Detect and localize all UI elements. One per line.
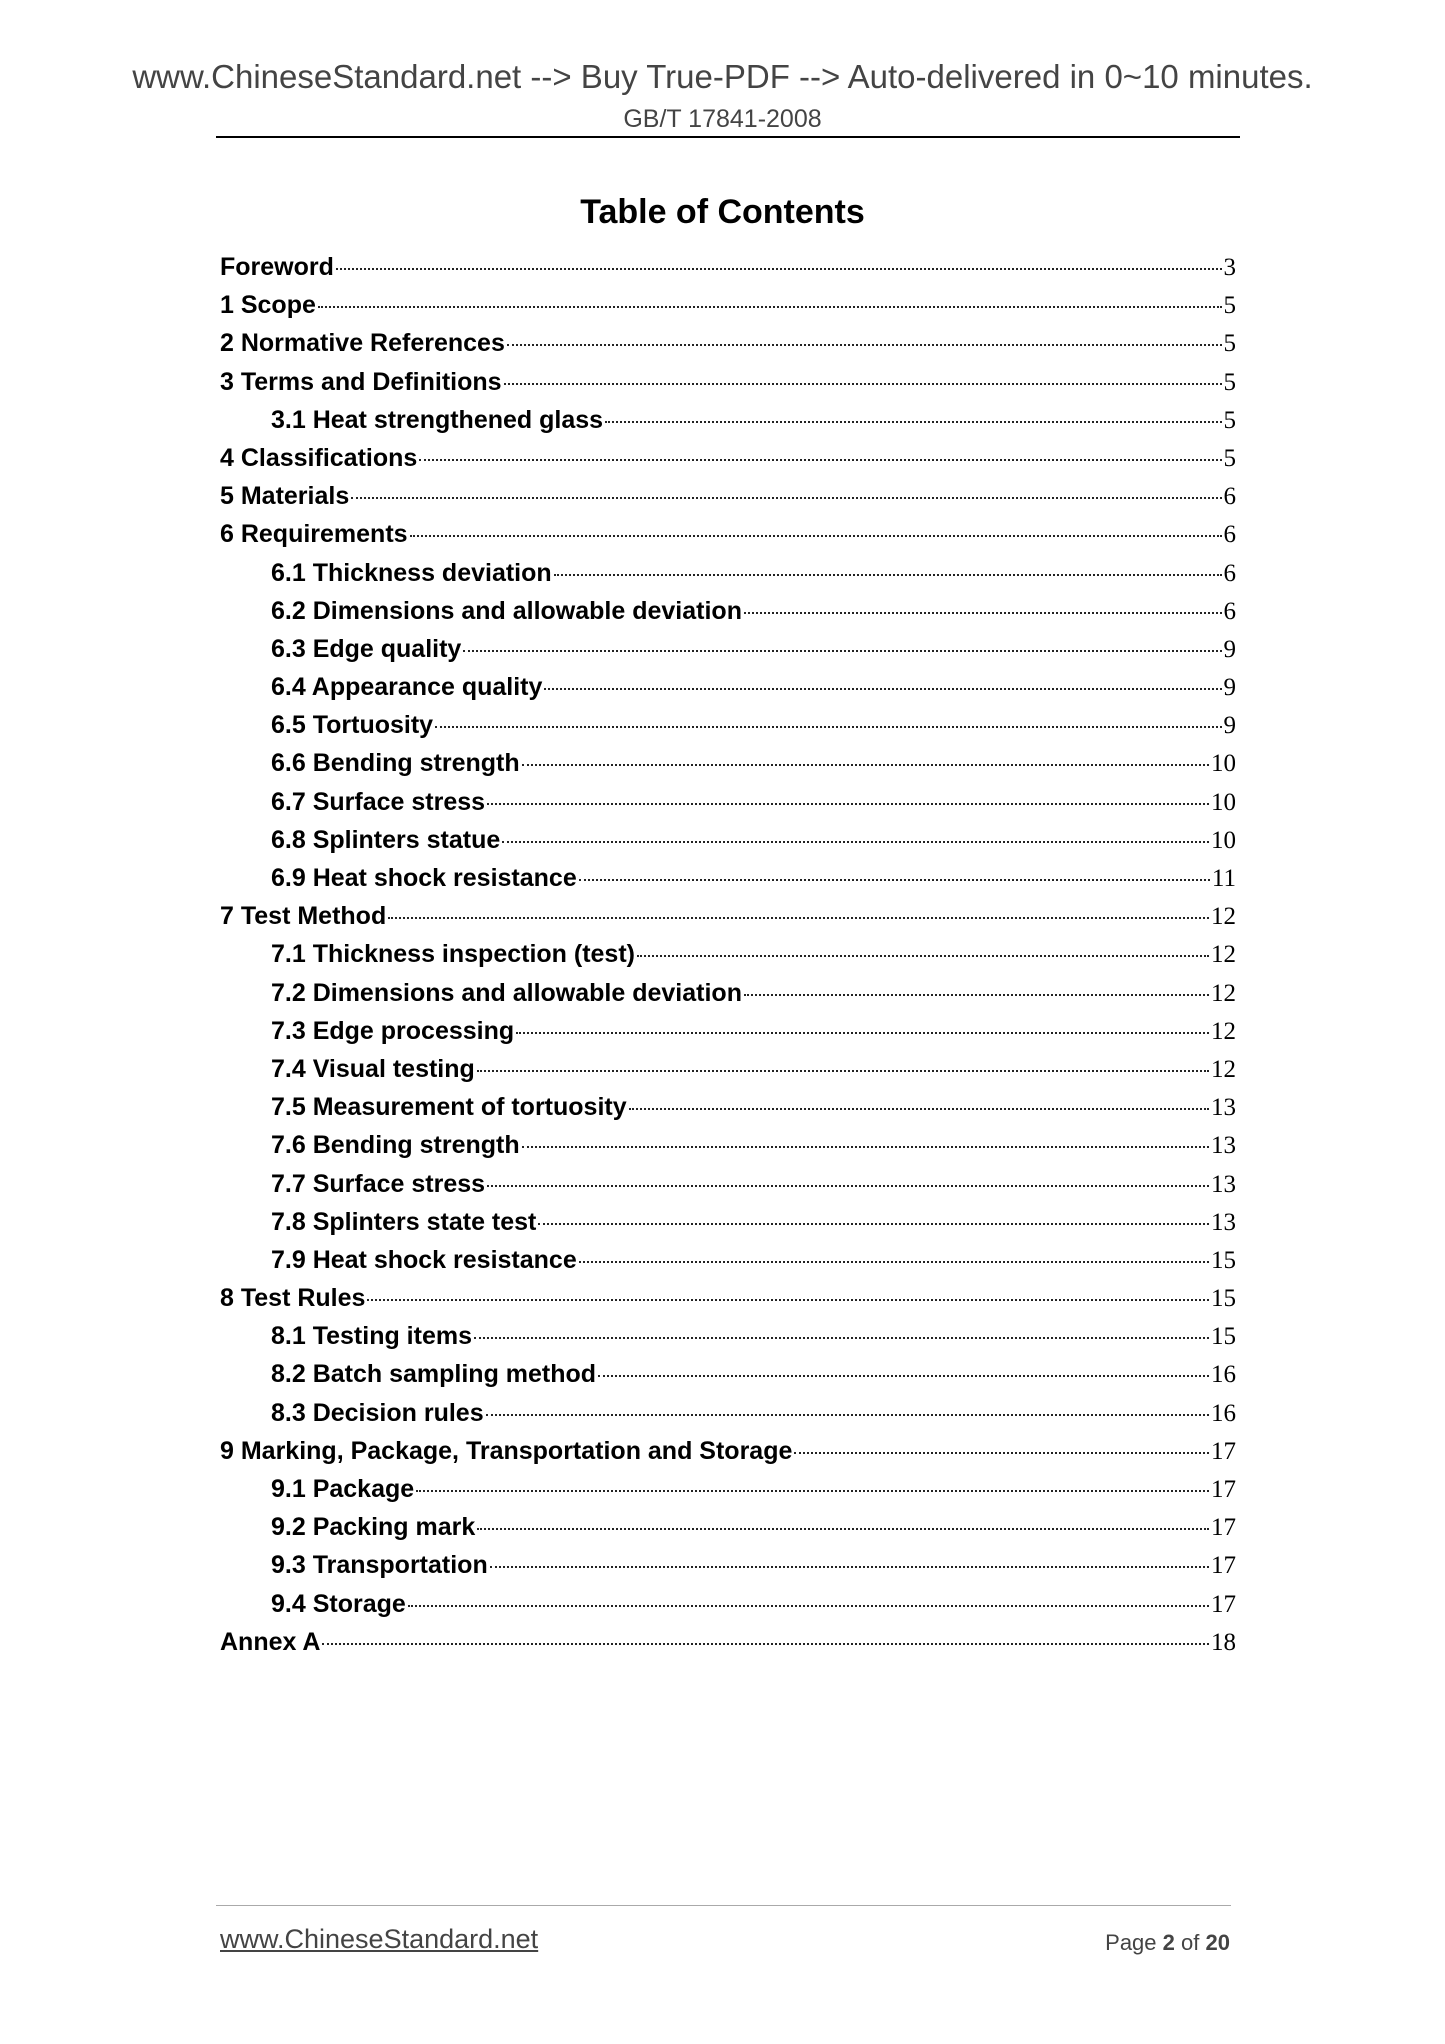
toc-entry[interactable] <box>220 520 1236 558</box>
toc-entry-label: 6.1 Thickness deviation <box>271 558 552 587</box>
toc-entry-page: 9 <box>1223 635 1236 663</box>
toc-entry-page: 5 <box>1223 444 1236 472</box>
document-code: GB/T 17841-2008 <box>623 105 822 133</box>
toc-entry-label: 7.9 Heat shock resistance <box>271 1245 577 1274</box>
header-banner: www.ChineseStandard.net --> Buy True-PDF --> Auto-delivered in 0~10 minutes. <box>132 58 1313 95</box>
toc-entry[interactable] <box>220 1360 1236 1398</box>
toc-entry-page: 17 <box>1211 1437 1236 1465</box>
toc-entry-label: 6.4 Appearance quality <box>271 673 543 702</box>
toc-leader-dots <box>744 994 1209 996</box>
toc-entry-page: 15 <box>1211 1323 1236 1351</box>
toc-leader-dots <box>435 726 1221 728</box>
toc-leader-dots <box>474 1337 1209 1339</box>
toc-entry[interactable] <box>220 673 1236 711</box>
toc-leader-dots <box>579 1261 1209 1263</box>
toc-entry-label: 6 Requirements <box>220 520 408 549</box>
toc-entry[interactable] <box>220 368 1236 406</box>
toc-entry-label: 2 Normative References <box>220 329 505 358</box>
toc-entry-page: 5 <box>1223 330 1236 358</box>
toc-entry[interactable] <box>220 1170 1236 1208</box>
toc-entry-page: 5 <box>1223 292 1236 320</box>
toc-entry-label: 8 Test Rules <box>220 1284 366 1313</box>
toc-leader-dots <box>490 1566 1209 1568</box>
toc-entry[interactable] <box>220 979 1236 1017</box>
toc-entry-page: 18 <box>1211 1628 1236 1656</box>
toc-leader-dots <box>507 344 1222 346</box>
toc-leader-dots <box>351 497 1221 499</box>
toc-entry-label: 7.3 Edge processing <box>271 1016 515 1045</box>
toc-entry[interactable] <box>220 826 1236 864</box>
toc-leader-dots <box>410 535 1222 537</box>
toc-entry-label: 7 Test Method <box>220 902 387 931</box>
toc-leader-dots <box>408 1605 1209 1607</box>
toc-leader-dots <box>322 1643 1209 1645</box>
page-title: Table of Contents <box>580 193 865 231</box>
toc-entry-label: 9 Marking, Package, Transportation and Storage <box>220 1436 793 1465</box>
toc-entry[interactable] <box>220 1093 1236 1131</box>
toc-entry-page: 6 <box>1223 559 1236 587</box>
toc-entry-label: 8.3 Decision rules <box>271 1398 484 1427</box>
toc-entry-label: 7.4 Visual testing <box>271 1054 475 1083</box>
toc-entry-page: 12 <box>1211 1017 1236 1045</box>
toc-entry-label: 3 Terms and Definitions <box>220 367 502 396</box>
toc-entry[interactable] <box>220 1513 1236 1551</box>
toc-entry[interactable] <box>220 1628 1236 1666</box>
toc-leader-dots <box>516 1032 1209 1034</box>
toc-entry[interactable] <box>220 902 1236 940</box>
toc-leader-dots <box>367 1299 1209 1301</box>
toc-entry-label: 9.3 Transportation <box>271 1551 488 1580</box>
toc-entry-label: Foreword <box>220 253 334 281</box>
toc-entry-page: 5 <box>1223 406 1236 434</box>
toc-leader-dots <box>477 1528 1209 1530</box>
toc-entry[interactable] <box>220 1131 1236 1169</box>
toc-entry[interactable] <box>220 1437 1236 1475</box>
toc-entry-label: 7.6 Bending strength <box>271 1131 520 1160</box>
toc-entry[interactable] <box>220 864 1236 902</box>
toc-entry[interactable] <box>220 1322 1236 1360</box>
toc-entry[interactable] <box>220 635 1236 673</box>
footer-divider <box>216 1905 1231 1906</box>
toc-entry-page: 9 <box>1223 712 1236 740</box>
toc-entry[interactable] <box>220 788 1236 826</box>
toc-leader-dots <box>419 459 1221 461</box>
toc-leader-dots <box>416 1490 1209 1492</box>
toc-entry-page: 17 <box>1211 1476 1236 1503</box>
toc-entry[interactable] <box>220 1017 1236 1055</box>
toc-leader-dots <box>487 803 1209 805</box>
toc-leader-dots <box>502 841 1209 843</box>
toc-entry-page: 17 <box>1211 1590 1236 1618</box>
toc-entry-label: Annex A <box>220 1627 321 1656</box>
toc-leader-dots <box>486 1414 1209 1416</box>
toc-entry-page: 13 <box>1211 1170 1236 1198</box>
footer-site-link[interactable]: www.ChineseStandard.net <box>220 1924 539 1954</box>
toc-leader-dots <box>629 1108 1209 1110</box>
toc-entry[interactable] <box>220 1246 1236 1284</box>
toc-leader-dots <box>463 650 1221 652</box>
toc-entry-label: 6.9 Heat shock resistance <box>271 864 577 892</box>
toc-entry-label: 8.2 Batch sampling method <box>271 1360 597 1389</box>
toc-entry[interactable] <box>220 597 1236 635</box>
toc-entry-page: 6 <box>1223 597 1236 625</box>
toc-entry[interactable] <box>220 749 1236 787</box>
toc-entry-label: 6.7 Surface stress <box>271 787 486 816</box>
toc-entry-label: 1 Scope <box>220 291 316 320</box>
toc-entry[interactable] <box>220 1590 1236 1628</box>
page-of: of <box>1181 1930 1200 1955</box>
toc-entry-label: 3.1 Heat strengthened glass <box>271 405 604 434</box>
toc-leader-dots <box>522 1146 1209 1148</box>
toc-entry-page: 12 <box>1211 979 1236 1007</box>
toc-entry-page: 13 <box>1211 1208 1236 1236</box>
toc-entry[interactable] <box>220 940 1236 978</box>
toc-entry[interactable] <box>220 1551 1236 1589</box>
page-prefix: Page <box>1105 1930 1157 1955</box>
page-total: 20 <box>1205 1930 1230 1955</box>
toc-entry-page: 10 <box>1211 826 1236 854</box>
toc-entry-page: 6 <box>1223 483 1236 511</box>
toc-entry[interactable] <box>220 559 1236 597</box>
toc-entry-page: 13 <box>1211 1132 1236 1160</box>
page-indicator <box>1105 1930 1230 1956</box>
toc-leader-dots <box>336 268 1222 270</box>
toc-entry-label: 7.7 Surface stress <box>271 1169 486 1198</box>
toc-entry-label: 9.2 Packing mark <box>271 1513 476 1542</box>
toc-entry[interactable] <box>220 253 1236 291</box>
toc-entry-label: 7.2 Dimensions and allowable deviation <box>271 978 742 1007</box>
toc-entry-page: 15 <box>1211 1285 1236 1313</box>
toc-entry-label: 4 Classifications <box>220 443 418 472</box>
toc-entry-page: 3 <box>1223 254 1236 281</box>
toc-entry-page: 11 <box>1211 865 1236 892</box>
toc-leader-dots <box>554 574 1222 576</box>
toc-entry-page: 6 <box>1223 521 1236 549</box>
toc-entry-page: 17 <box>1211 1514 1236 1542</box>
toc-entry[interactable] <box>220 711 1236 749</box>
toc-leader-dots <box>504 383 1222 385</box>
toc-leader-dots <box>487 1185 1209 1187</box>
toc-entry-label: 7.1 Thickness inspection (test) <box>271 940 635 969</box>
toc-leader-dots <box>794 1452 1209 1454</box>
toc-entry-label: 6.8 Splinters statue <box>271 825 501 854</box>
toc-entry-label: 6.3 Edge quality <box>271 634 462 663</box>
page-current: 2 <box>1162 1930 1175 1955</box>
toc-leader-dots <box>522 764 1209 766</box>
toc-leader-dots <box>318 306 1222 308</box>
toc-leader-dots <box>637 955 1209 957</box>
toc-entry-page: 13 <box>1211 1094 1236 1122</box>
toc-entry[interactable] <box>220 1208 1236 1246</box>
toc-entry-label: 7.5 Measurement of tortuosity <box>271 1093 627 1122</box>
toc-entry[interactable] <box>220 482 1236 520</box>
toc-entry-label: 6.2 Dimensions and allowable deviation <box>271 596 742 625</box>
toc-entry-label: 9.1 Package <box>271 1475 415 1503</box>
toc-entry[interactable] <box>220 329 1236 367</box>
toc-leader-dots <box>744 612 1222 614</box>
toc-entry-page: 12 <box>1211 903 1236 931</box>
toc-entry-page: 10 <box>1211 750 1236 778</box>
toc-leader-dots <box>544 688 1221 690</box>
toc-leader-dots <box>598 1375 1209 1377</box>
toc-entry-label: 7.8 Splinters state test <box>271 1207 537 1236</box>
toc-entry[interactable] <box>220 1475 1236 1513</box>
toc-entry-label: 6.5 Tortuosity <box>271 711 434 740</box>
toc-entry[interactable] <box>220 1284 1236 1322</box>
toc-entry-label: 8.1 Testing items <box>271 1322 472 1351</box>
toc-entry[interactable] <box>220 1055 1236 1093</box>
toc-entry[interactable] <box>220 406 1236 444</box>
toc-entry[interactable] <box>220 444 1236 482</box>
toc-entry[interactable] <box>220 1399 1236 1437</box>
toc-leader-dots <box>605 421 1221 423</box>
toc-entry-label: 5 Materials <box>220 482 350 511</box>
toc-entry-page: 5 <box>1223 368 1236 396</box>
toc-entry[interactable] <box>220 291 1236 329</box>
toc-entry-page: 12 <box>1211 1055 1236 1083</box>
toc-entry-label: 6.6 Bending strength <box>271 749 520 778</box>
toc-entry-page: 16 <box>1211 1361 1236 1389</box>
toc-entry-page: 16 <box>1211 1399 1236 1427</box>
table-of-contents <box>220 253 1236 1666</box>
toc-leader-dots <box>579 879 1210 881</box>
toc-leader-dots <box>477 1070 1209 1072</box>
header-divider <box>216 136 1240 138</box>
toc-leader-dots <box>538 1223 1209 1225</box>
toc-entry-page: 12 <box>1211 941 1236 969</box>
toc-entry-page: 17 <box>1211 1552 1236 1580</box>
toc-entry-page: 15 <box>1211 1246 1236 1274</box>
toc-entry-label: 9.4 Storage <box>271 1589 406 1618</box>
toc-leader-dots <box>388 917 1209 919</box>
toc-entry-page: 10 <box>1211 788 1236 816</box>
toc-entry-page: 9 <box>1223 674 1236 702</box>
